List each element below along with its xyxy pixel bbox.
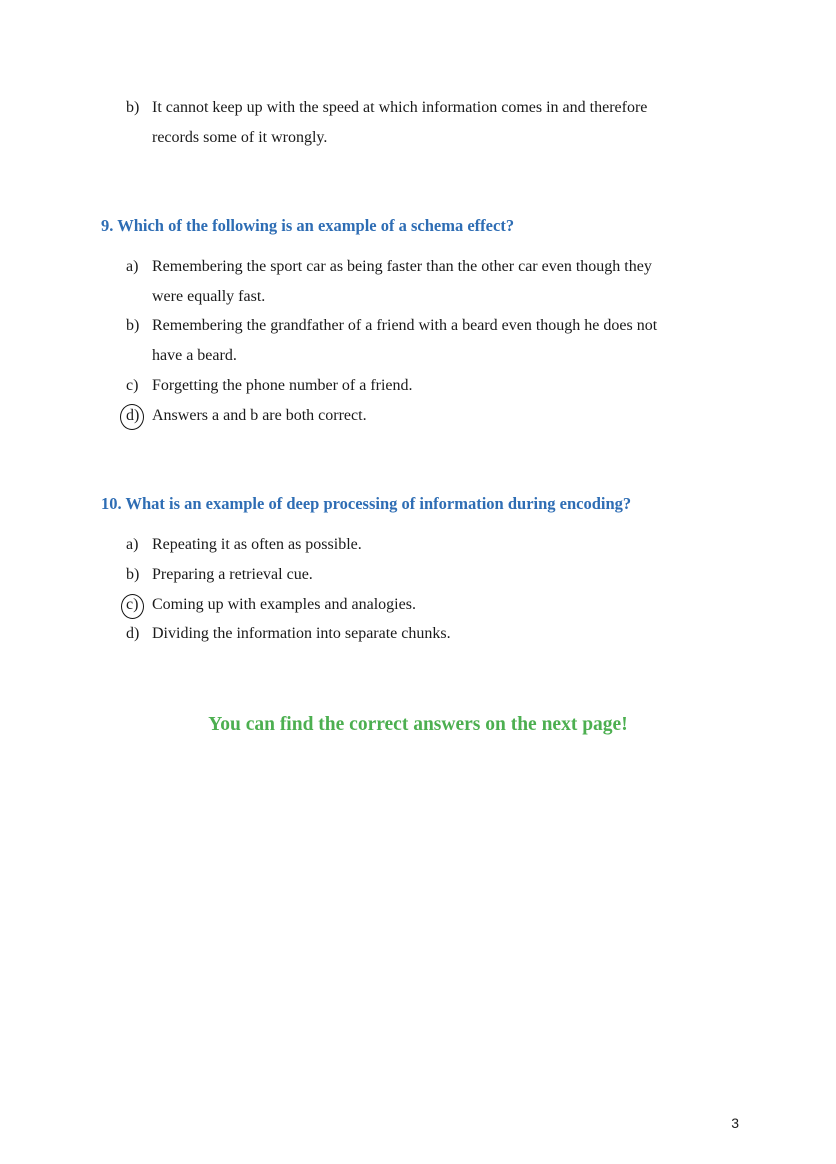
option-text-line2: records some of it wrongly. [152, 128, 328, 146]
question-10-title: 10. What is an example of deep processing of information during encoding? [101, 494, 632, 513]
option-letter: a) [126, 258, 139, 275]
question-10-option-a [126, 530, 746, 560]
option-text [152, 93, 746, 152]
option-text-line1: Remembering the grandfather of a friend with a beard even though he does not [152, 317, 658, 334]
question-9-option-d [126, 401, 746, 431]
option-text: Forgetting the phone number of a friend. [152, 377, 413, 394]
option-letter: d) [126, 407, 140, 424]
option-text: Dividing the information into separate chunks. [152, 625, 451, 642]
option-text-line2: were equally fast. [152, 287, 266, 305]
option-letter: c) [126, 377, 139, 394]
question-9-option-a [126, 252, 746, 311]
option-text-line2: have a beard. [152, 346, 237, 364]
option-text [152, 252, 746, 311]
option-text: Coming up with examples and analogies. [152, 596, 416, 613]
option-letter: b) [126, 99, 140, 116]
option-letter: c) [126, 596, 139, 613]
option-text [152, 311, 746, 370]
question-9-title: 9. Which of the following is an example of a schema effect? [101, 216, 515, 235]
answers-next-page-note: You can find the correct answers on the next page! [208, 714, 628, 735]
question-9-option-c [126, 371, 746, 401]
option-b-carryover [126, 93, 746, 152]
question-10-option-d [126, 619, 746, 649]
option-text: Preparing a retrieval cue. [152, 566, 313, 583]
option-text: Answers a and b are both correct. [152, 407, 367, 424]
option-letter: b) [126, 566, 140, 583]
question-9-option-b [126, 311, 746, 370]
option-text: Repeating it as often as possible. [152, 536, 362, 553]
question-10-option-c [126, 590, 746, 620]
option-letter: a) [126, 536, 139, 553]
option-text-line1: It cannot keep up with the speed at which information comes in and therefore [152, 99, 648, 116]
question-10-option-b [126, 560, 746, 590]
option-letter: d) [126, 625, 140, 642]
page-number: 3 [731, 1115, 739, 1131]
option-text-line1: Remembering the sport car as being faster than the other car even though they [152, 258, 652, 275]
option-letter: b) [126, 317, 140, 334]
